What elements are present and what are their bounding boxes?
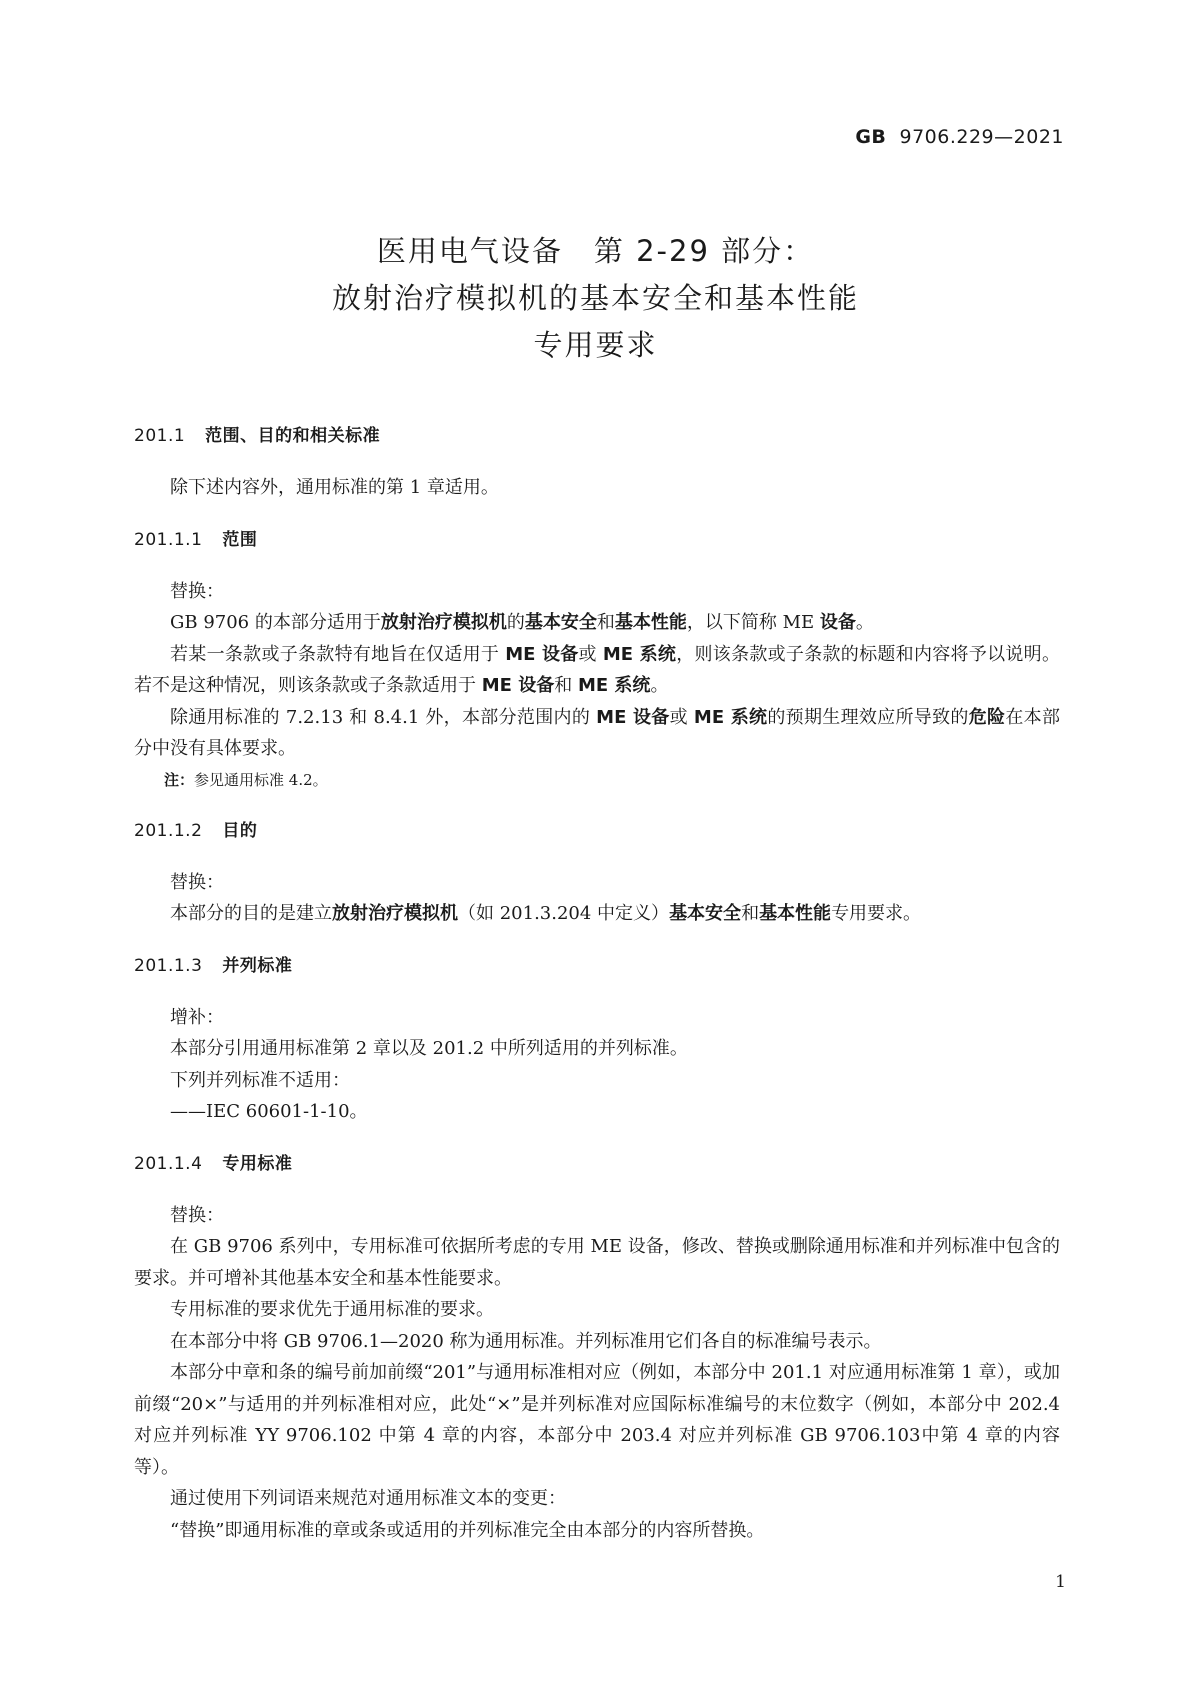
title-line-1: 医用电气设备 第 2-29 部分： <box>376 234 815 268</box>
section-number: 201.1.2 <box>134 820 203 841</box>
note-text: 参见通用标准 4.2。 <box>194 770 328 789</box>
section-number: 201.1.4 <box>134 1153 203 1174</box>
paragraph: 本部分引用通用标准第 2 章以及 201.2 中所列适用的并列标准。 <box>170 1038 688 1059</box>
section-heading-201-1-1 <box>134 524 1060 556</box>
section-title: 范围 <box>222 529 258 550</box>
paragraph: 在 GB 9706 系列中，专用标准可依据所考虑的专用 ME 设备，修改、替换或删除通用标准和并列标准中包含的要求。并可增补其他基本安全和基本性能要求。 <box>134 1236 1060 1289</box>
note-label: 注： <box>164 770 195 789</box>
document-title <box>0 228 1191 369</box>
paragraph: 在本部分中将 GB 9706.1—2020 称为通用标准。并列标准用它们各自的标准编号表示。 <box>170 1330 882 1352</box>
replace-label: 替换： <box>170 871 224 893</box>
section-heading-201-1-4 <box>134 1148 1060 1180</box>
section-title: 范围、目的和相关标准 <box>205 426 381 446</box>
section-title: 并列标准 <box>222 955 293 976</box>
document-body <box>134 420 1060 1546</box>
section-heading-201-1-3 <box>134 950 1060 982</box>
section-number: 201.1 <box>134 426 186 446</box>
standard-number-header <box>855 126 1064 148</box>
paragraph: 本部分中章和条的编号前加前缀“201”与通用标准相对应（例如，本部分中 201.1 对应通用标准第 1 章），或加前缀“20×”与适用的并列标准相对应，此处“×”是并列标准对应国际标准编号的末位数字（例如，本部分中 202.4 对应并列标准 YY 9706.102 中第 4 章的内容，本部分中 203.4 对应并列标准 GB 9706.103中第 4 章的内容等）。 <box>134 1362 1060 1478</box>
paragraph: GB 9706 的本部分适用于放射治疗模拟机的基本安全和基本性能，以下简称 ME 设备。 <box>170 612 874 633</box>
note <box>134 765 1060 795</box>
paragraph: “替换”即通用标准的章或条或适用的并列标准完全由本部分的内容所替换。 <box>170 1519 765 1541</box>
list-item: ——IEC 60601-1-10。 <box>170 1101 368 1122</box>
paragraph: 专用标准的要求优先于通用标准的要求。 <box>170 1299 494 1320</box>
standard-number: 9706.229—2021 <box>899 126 1064 148</box>
add-label: 增补： <box>170 1006 224 1028</box>
paragraph: 本部分的目的是建立放射治疗模拟机（如 201.3.204 中定义）基本安全和基本性能专用要求。 <box>170 903 922 924</box>
section-number: 201.1.3 <box>134 955 203 976</box>
paragraph: 除通用标准的 7.2.13 和 8.4.1 外，本部分范围内的 ME 设备或 ME 系统的预期生理效应所导致的危险在本部分中没有具体要求。 <box>134 706 1060 759</box>
replace-label: 替换： <box>170 1204 224 1226</box>
page-number: 1 <box>1055 1572 1066 1592</box>
title-line-2: 放射治疗模拟机的基本安全和基本性能 <box>331 281 859 315</box>
section-heading-201-1-2 <box>134 815 1060 847</box>
paragraph: 通过使用下列词语来规范对通用标准文本的变更： <box>170 1488 566 1509</box>
section-number: 201.1.1 <box>134 529 203 550</box>
section-heading-201-1 <box>134 420 1060 452</box>
section-title: 专用标准 <box>222 1153 293 1174</box>
paragraph: 下列并列标准不适用： <box>170 1069 350 1091</box>
paragraph: 除下述内容外，通用标准的第 1 章适用。 <box>170 477 499 498</box>
standard-code: GB <box>855 126 887 148</box>
replace-label: 替换： <box>170 580 224 602</box>
paragraph: 若某一条款或子条款特有地旨在仅适用于 ME 设备或 ME 系统，则该条款或子条款的标题和内容将予以说明。若不是这种情况，则该条款或子条款适用于 ME 设备和 ME 系统。 <box>134 643 1060 696</box>
section-title: 目的 <box>222 820 258 841</box>
title-line-3: 专用要求 <box>533 328 658 362</box>
